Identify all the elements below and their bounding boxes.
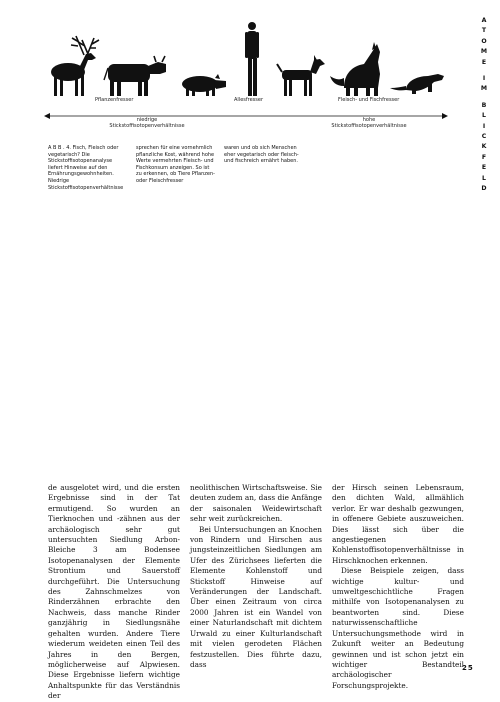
animal-silhouettes xyxy=(44,18,464,106)
caption-col-3: waren und ob sich Menschen eher vegetarisch oder fleisch- und fischreich ernährt haben. xyxy=(224,145,299,165)
sidebar-letter: T xyxy=(481,27,487,35)
caption-col-1: A B B . 4. Fisch, Fleisch oder vegetarisch? Die Stickstoffisotopenanalyse liefert Hinweise auf den Ernährungsgewohnheiten. Niedrige Stickstoffisotopenverhältnisse xyxy=(48,145,124,191)
paragraph: Bei Untersuchungen an Knochen von Rindern und Hirschen aus jungsteinzeitlichen Siedlungen am Ufer des Zürichsees lieferten die Elemente Kohlenstoff und Stickstoff Hinweise auf Veränderungen der Landschaft. Über einen Zeitraum von circa 2000 Jahren ist ein Wandel von einer Naturlandschaft mit dichtem Urwald zu einer Kulturlandschaft mit vielen gerodeten Flächen festzustellen. Dies führte dazu, dass xyxy=(190,524,322,669)
sidebar-letter: E xyxy=(481,164,487,172)
sidebar-letter: D xyxy=(481,185,487,193)
section-title-vertical xyxy=(478,16,490,195)
dog-icon xyxy=(277,55,325,96)
label-herbivores: Pflanzenfresser xyxy=(95,97,134,103)
sidebar-letter: L xyxy=(482,174,486,182)
axis-label-high: hohe Stickstoffisotopenverhältnisse xyxy=(331,117,407,130)
cow-icon xyxy=(104,56,166,96)
sidebar-letter: O xyxy=(481,37,487,45)
deer-icon xyxy=(51,36,99,96)
label-omnivores: Allesfresser xyxy=(234,97,264,103)
caption-col-2: sprechen für eine vornehmlich pflanzliche Kost, während hohe Werte vermehrten Fleisch- und Fischkonsum anzeigen. So ist zu erkennen, ob Tiere Pflanzen- oder Fleischfresser xyxy=(136,145,215,184)
sidebar-letter: K xyxy=(481,143,487,151)
body-column-3 xyxy=(332,483,464,691)
paragraph: neolithischen Wirtschaftsweise. Sie deuten zudem an, dass die Anfänge der saisonalen Weidewirtschaft sehr weit zurückreichen. xyxy=(190,483,322,524)
body-column-2 xyxy=(190,483,322,670)
label-carnivores: Fleisch- und Fischfresser xyxy=(338,97,400,103)
axis-label-low: niedrige Stickstoffisotopenverhältnisse xyxy=(109,117,185,130)
paragraph: Diese Beispiele zeigen, dass wichtige kultur- und umweltgeschichtliche Fragen mithilfe von Isotopenanalysen zu beantworten sind. Diese naturwissenschaftliche Untersuchungsmethode wird in Zukunft weiter an Bedeutung gewinnen und ist schon jetzt ein wichtiger Bestandteil archäologischer Forschungsprojekte. xyxy=(332,566,464,690)
wolf-icon xyxy=(330,42,380,96)
sidebar-letter: A xyxy=(481,17,487,24)
sidebar-letter: C xyxy=(481,133,487,141)
page-number: 25 xyxy=(462,664,474,672)
sidebar-letter: M xyxy=(480,48,488,56)
pig-icon xyxy=(182,74,226,96)
body-column-1 xyxy=(48,483,180,702)
sidebar-letter: M xyxy=(480,85,488,93)
sidebar-letter: L xyxy=(482,112,486,120)
paragraph: de ausgelotet wird, und die ersten Ergebnisse sind in der Tat ermutigend. So wurden an Tierknochen und -zähnen aus der archäologisch sehr gut untersuchten Siedlung Arbon-Bleiche 3 am Bodensee Isotopenanalysen der Elemente Strontium und Sauerstoff durchgeführt. Die Untersuchung des Zahnschmelzes von Rinderzähnen erbrachte den Nachweis, dass manche Rinder ganzjährig in Siedlungsnähe gehalten wurden. Andere Tiere wiederum weideten einen Teil des Jahres in den Bergen, möglicherweise auf Alpwiesen. Diese Ergebnisse liefern wichtige Anhaltspunkte für das Verständnis der xyxy=(48,483,180,701)
sidebar-letter: B xyxy=(481,101,487,109)
diet-figure xyxy=(44,18,464,106)
human-icon xyxy=(245,22,259,96)
sidebar-letter: I xyxy=(482,75,486,83)
sidebar-letter: I xyxy=(482,122,486,130)
otter-icon xyxy=(390,74,444,94)
sidebar-letter: E xyxy=(481,58,487,66)
paragraph: der Hirsch seinen Lebensraum, den dichten Wald, allmählich verlor. Er war deshalb gezwungen, in offenere Gebiete auszuweichen. Dies lässt sich über die angestiegenen Kohlenstoffisotopenverhältnisse in Hirschknochen erkennen. xyxy=(332,483,464,565)
sidebar-letter: F xyxy=(481,153,487,161)
